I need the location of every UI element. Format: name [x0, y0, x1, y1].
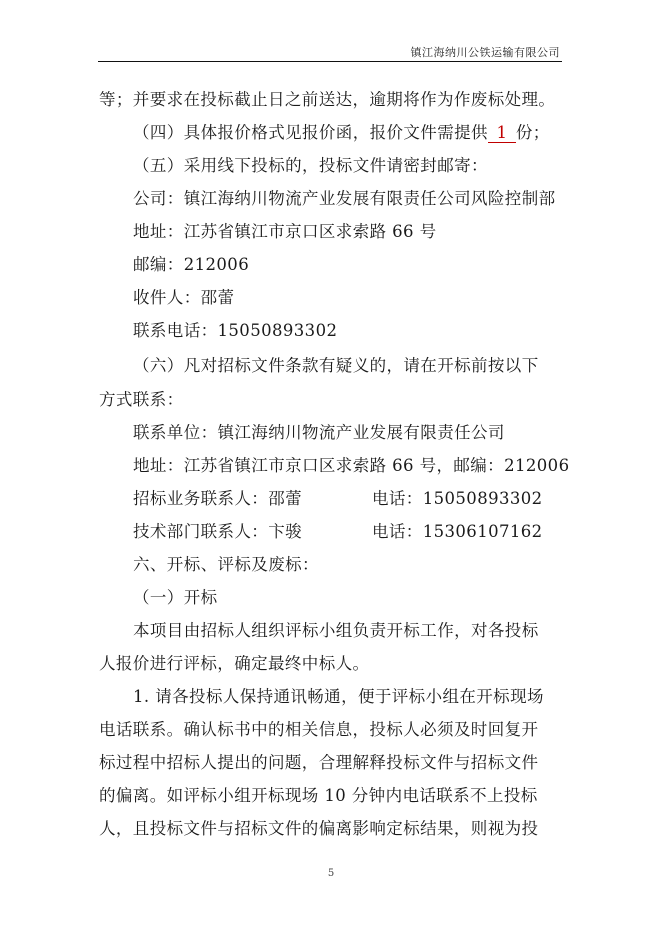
paragraph-line: 电话联系。确认标书中的相关信息，投标人必须及时回复开	[99, 720, 539, 739]
business-contact-phone: 电话：15050893302	[372, 489, 543, 508]
copies-suffix: 份；	[515, 123, 550, 142]
contact-unit-line: 联系单位：镇江海纳川物流产业发展有限责任公司	[133, 423, 505, 442]
paragraph-line: （五）采用线下投标的，投标文件请密封邮寄：	[133, 156, 488, 175]
paragraph-line: 标过程中招标人提出的问题，合理解释投标文件与招标文件	[99, 753, 539, 772]
header-company-name: 镇江海纳川公铁运输有限公司	[410, 46, 560, 59]
business-contact-line	[99, 487, 569, 520]
subsection-heading: （一）开标	[133, 588, 218, 607]
paragraph-line: 方式联系：	[99, 390, 184, 409]
document-body	[99, 88, 569, 850]
copies-count-field: 1	[488, 124, 516, 143]
technical-contact-line	[99, 520, 569, 553]
company-line: 公司：镇江海纳川物流产业发展有限责任公司风险控制部	[133, 189, 556, 208]
paragraph-line: 等；并要求在投标截止日之前送达，逾期将作为作废标处理。	[99, 90, 556, 109]
paragraph-line: 的偏离。如评标小组开标现场 10 分钟内电话联系不上投标	[99, 786, 538, 805]
postcode-line: 邮编：212006	[133, 255, 250, 274]
page-header	[98, 44, 562, 62]
phone-line: 联系电话：15050893302	[133, 321, 338, 340]
page-number: 5	[327, 868, 335, 879]
recipient-line: 收件人：邵蕾	[133, 288, 235, 307]
address-line: 地址：江苏省镇江市京口区求索路 66 号	[133, 222, 437, 241]
copies-prefix: （四）具体报价格式见报价函，报价文件需提供	[133, 123, 488, 142]
technical-contact-phone: 电话：15306107162	[372, 522, 543, 541]
business-contact-name: 招标业务联系人：邵蕾	[133, 489, 302, 508]
paragraph-line: （六）凡对招标文件条款有疑义的，请在开标前按以下	[133, 356, 539, 375]
section-heading: 六、开标、评标及废标：	[133, 555, 319, 574]
technical-contact-name: 技术部门联系人：卞骏	[133, 522, 302, 541]
paragraph-line-copies	[99, 121, 569, 154]
contact-address-line: 地址：江苏省镇江市京口区求索路 66 号，邮编：212006	[133, 456, 570, 475]
paragraph-line: 人，且投标文件与招标文件的偏离影响定标结果，则视为投	[99, 819, 539, 838]
paragraph-line: 本项目由招标人组织评标小组负责开标工作，对各投标	[133, 621, 539, 640]
paragraph-line: 人报价进行评标，确定最终中标人。	[99, 654, 370, 673]
paragraph-line: 1. 请各投标人保持通讯畅通，便于评标小组在开标现场	[133, 687, 544, 706]
